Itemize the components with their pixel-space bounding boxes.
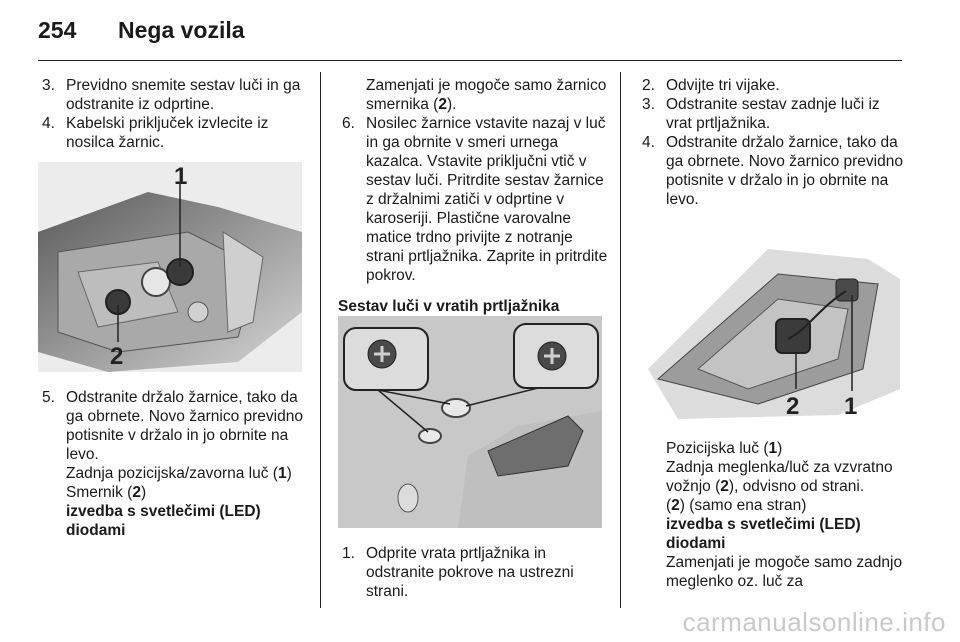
- led-version-label: izvedba s svetlečimi (LED) diodami: [66, 503, 261, 539]
- tailgate-step-3: 3. Odstranite sestav zadnje luči iz vrat prtljažnika.: [642, 96, 880, 132]
- position-light-note: Pozicijska luč (1): [666, 440, 783, 457]
- section-heading: Sestav luči v vratih prtljažnika: [338, 298, 560, 315]
- header-rule: [38, 60, 902, 61]
- column-1: [38, 76, 308, 540]
- step-6: 6. Nosilec žarnice vstavite nazaj v luč in ga obrnite v smeri urnega kazalca. Vstavite priključni vtič v sestav luči. Pritrdite sestav žarnice z držalnimi zatiči v odprtine v karoseriji. Plastične varovalne matice trdno privijte z notranje strani prtljažnika. Zaprite in pritrdite pokrov.: [342, 115, 608, 284]
- figure-label-2: 2: [110, 343, 124, 370]
- fog-reverse-light-note: Zadnja meglenka/luč za vzvratno vožnjo (2), odvisno od strani.: [666, 459, 893, 495]
- figure-label-2: 2: [786, 393, 800, 420]
- figure-label-1: 1: [844, 393, 858, 420]
- section-title: Nega vozila: [118, 17, 245, 43]
- step-5: 5. Odstranite držalo žarnice, tako da ga obrnete. Novo žarnico previdno potisnite v držalo in jo obrnite na levo.: [42, 389, 303, 463]
- turn-signal-only-note: Zamenjati je mogoče samo žarnico smernika (2).: [366, 77, 607, 113]
- watermark-site: carmanualsonline.info: [682, 607, 946, 637]
- tailgate-step-1: 1. Odprite vrata prtljažnika in odstranite pokrove na ustrezni strani.: [342, 545, 574, 600]
- page-number: 254: [38, 17, 77, 43]
- tail-light-bulb-figure: [38, 162, 302, 372]
- turn-signal-note: Smernik (2): [66, 484, 147, 501]
- tailgate-light-figure: [638, 219, 900, 423]
- step-3: 3. Previdno snemite sestav luči in ga odstranite iz odprtine.: [42, 77, 301, 113]
- figure-label-1: 1: [174, 163, 188, 190]
- column-2: [338, 76, 608, 601]
- column-3: [638, 76, 904, 591]
- step-4: 4. Kabelski priključek izvlecite iz nosilca žarnic.: [42, 115, 269, 151]
- tailgate-cover-figure: [338, 316, 602, 528]
- tail-brake-light-note: Zadnja pozicijska/zavorna luč (1): [66, 465, 292, 482]
- column-divider-2: [620, 72, 621, 608]
- replace-fog-only-note: Zamenjati je mogoče samo zadnjo meglenko oz. luč za: [666, 554, 903, 590]
- led-version-label-2: izvedba s svetlečimi (LED) diodami: [666, 516, 861, 552]
- tailgate-step-4: 4. Odstranite držalo žarnice, tako da ga obrnete. Novo žarnico previdno potisnite v držalo in jo obrnite na levo.: [642, 134, 903, 208]
- column-divider-1: [320, 72, 321, 608]
- tailgate-step-2: 2. Odvijte tri vijake.: [642, 77, 780, 94]
- one-side-note: (2) (samo ena stran): [666, 497, 807, 514]
